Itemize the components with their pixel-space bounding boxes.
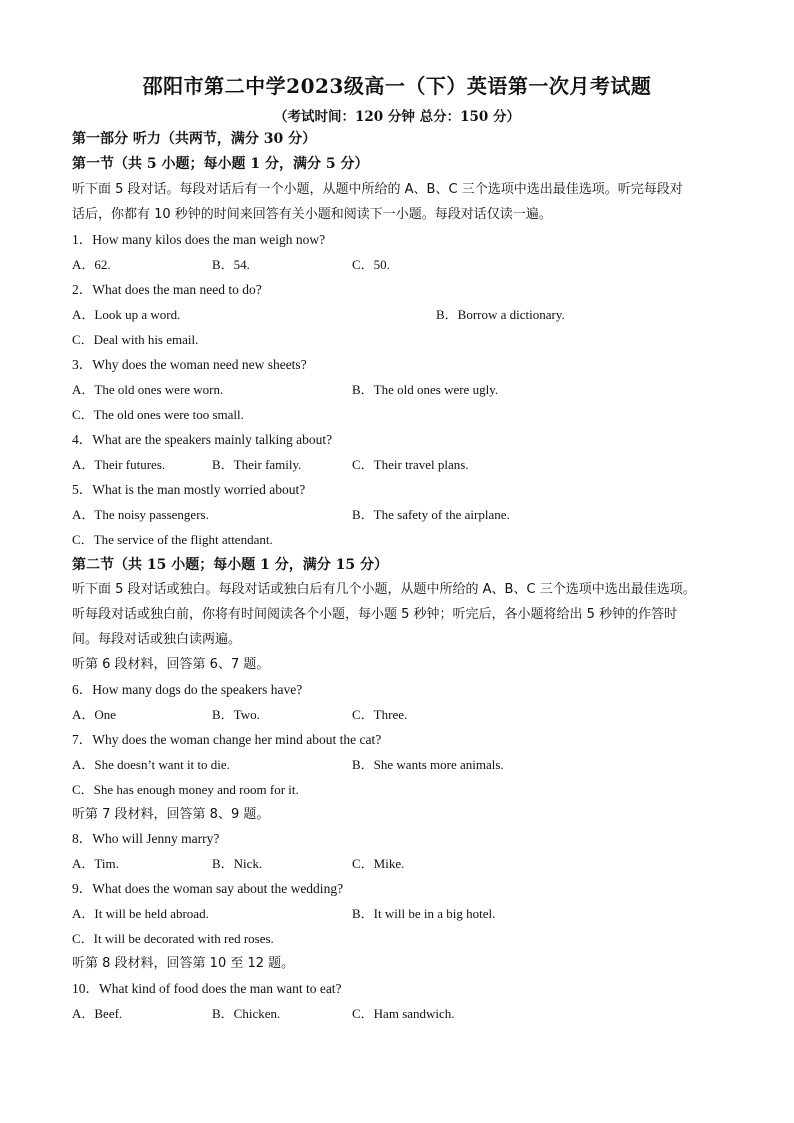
question-3-option-b: B．The old ones were ugly. <box>352 382 499 397</box>
question-4-option-a: A．Their futures. <box>72 457 166 472</box>
section2-instruction-line: 听下面 5 段对话或独白。每段对话或独白后有几个小题，从题中所给的 A、B、C 三个选项中选出最佳选项。 <box>72 582 696 597</box>
question-2: 2．What does the man need to do? <box>72 282 262 297</box>
question-1-option-a: A．62. <box>72 257 111 272</box>
question-3-option-a: A．The old ones were worn. <box>72 382 224 397</box>
question-10-option-a: A．Beef. <box>72 1006 123 1021</box>
material-6-note: 听第 6 段材料，回答第 6、7 题。 <box>72 657 270 672</box>
question-2-option-a: A．Look up a word. <box>72 307 181 322</box>
exam-subtitle: （考试时间：120 分钟 总分：150 分） <box>274 109 520 125</box>
question-7-option-c: C．She has enough money and room for it. <box>72 782 299 797</box>
question-8-option-c: C．Mike. <box>352 856 405 871</box>
question-5: 5．What is the man mostly worried about? <box>72 482 306 497</box>
question-7-option-b: B．She wants more animals. <box>352 757 504 772</box>
material-8-note: 听第 8 段材料，回答第 10 至 12 题。 <box>72 956 295 971</box>
question-4-option-c: C．Their travel plans. <box>352 457 469 472</box>
question-5-option-a: A．The noisy passengers. <box>72 507 209 522</box>
question-10-option-c: C．Ham sandwich. <box>352 1006 455 1021</box>
question-9-option-b: B．It will be in a big hotel. <box>352 906 496 921</box>
question-4-option-b: B．Their family. <box>212 457 302 472</box>
question-7-option-a: A．She doesn’t want it to die. <box>72 757 230 772</box>
question-3: 3．Why does the woman need new sheets? <box>72 357 307 372</box>
question-3-option-c: C．The old ones were too small. <box>72 407 244 422</box>
question-8-option-b: B．Nick. <box>212 856 263 871</box>
question-9: 9．What does the woman say about the wedding? <box>72 881 344 896</box>
question-4: 4．What are the speakers mainly talking about? <box>72 432 333 447</box>
section1-instruction-line: 话后，你都有 10 秒钟的时间来回答有关小题和阅读下一小题。每段对话仅读一遍。 <box>72 207 552 222</box>
material-7-note: 听第 7 段材料，回答第 8、9 题。 <box>72 807 270 822</box>
question-6: 6．How many dogs do the speakers have? <box>72 682 303 697</box>
question-5-option-b: B．The safety of the airplane. <box>352 507 510 522</box>
question-1: 1．How many kilos does the man weigh now? <box>72 232 326 247</box>
exam-title: 邵阳市第二中学2023级高一（下）英语第一次月考试题 <box>142 74 652 98</box>
question-1-option-c: C．50. <box>352 257 390 272</box>
question-6-option-a: A．One <box>72 707 117 722</box>
question-8: 8．Who will Jenny marry? <box>72 831 220 846</box>
question-6-option-c: C．Three. <box>352 707 408 722</box>
part1-heading: 第一部分 听力（共两节，满分 30 分） <box>72 131 317 147</box>
section2-heading: 第二节（共 15 小题；每小题 1 分，满分 15 分） <box>72 557 388 573</box>
section2-instruction-line: 听每段对话或独白前，你将有时间阅读各个小题，每小题 5 秒钟；听完后，各小题将给出 5 秒钟的作答时 <box>72 607 678 622</box>
section2-instruction-line: 间。每段对话或独白读两遍。 <box>72 632 242 647</box>
question-8-option-a: A．Tim. <box>72 856 119 871</box>
question-2-option-b: B．Borrow a dictionary. <box>436 307 565 322</box>
question-10: 10．What kind of food does the man want to eat? <box>72 981 342 996</box>
question-9-option-a: A．It will be held abroad. <box>72 906 209 921</box>
section1-heading: 第一节（共 5 小题；每小题 1 分，满分 5 分） <box>72 156 369 172</box>
question-6-option-b: B．Two. <box>212 707 260 722</box>
question-5-option-c: C．The service of the flight attendant. <box>72 532 273 547</box>
question-10-option-b: B．Chicken. <box>212 1006 281 1021</box>
question-1-option-b: B．54. <box>212 257 250 272</box>
question-2-option-c: C．Deal with his email. <box>72 332 199 347</box>
section1-instruction-line: 听下面 5 段对话。每段对话后有一个小题，从题中所给的 A、B、C 三个选项中选出最佳选项。听完每段对 <box>72 182 683 197</box>
question-9-option-c: C．It will be decorated with red roses. <box>72 931 274 946</box>
question-7: 7．Why does the woman change her mind about the cat? <box>72 732 382 747</box>
